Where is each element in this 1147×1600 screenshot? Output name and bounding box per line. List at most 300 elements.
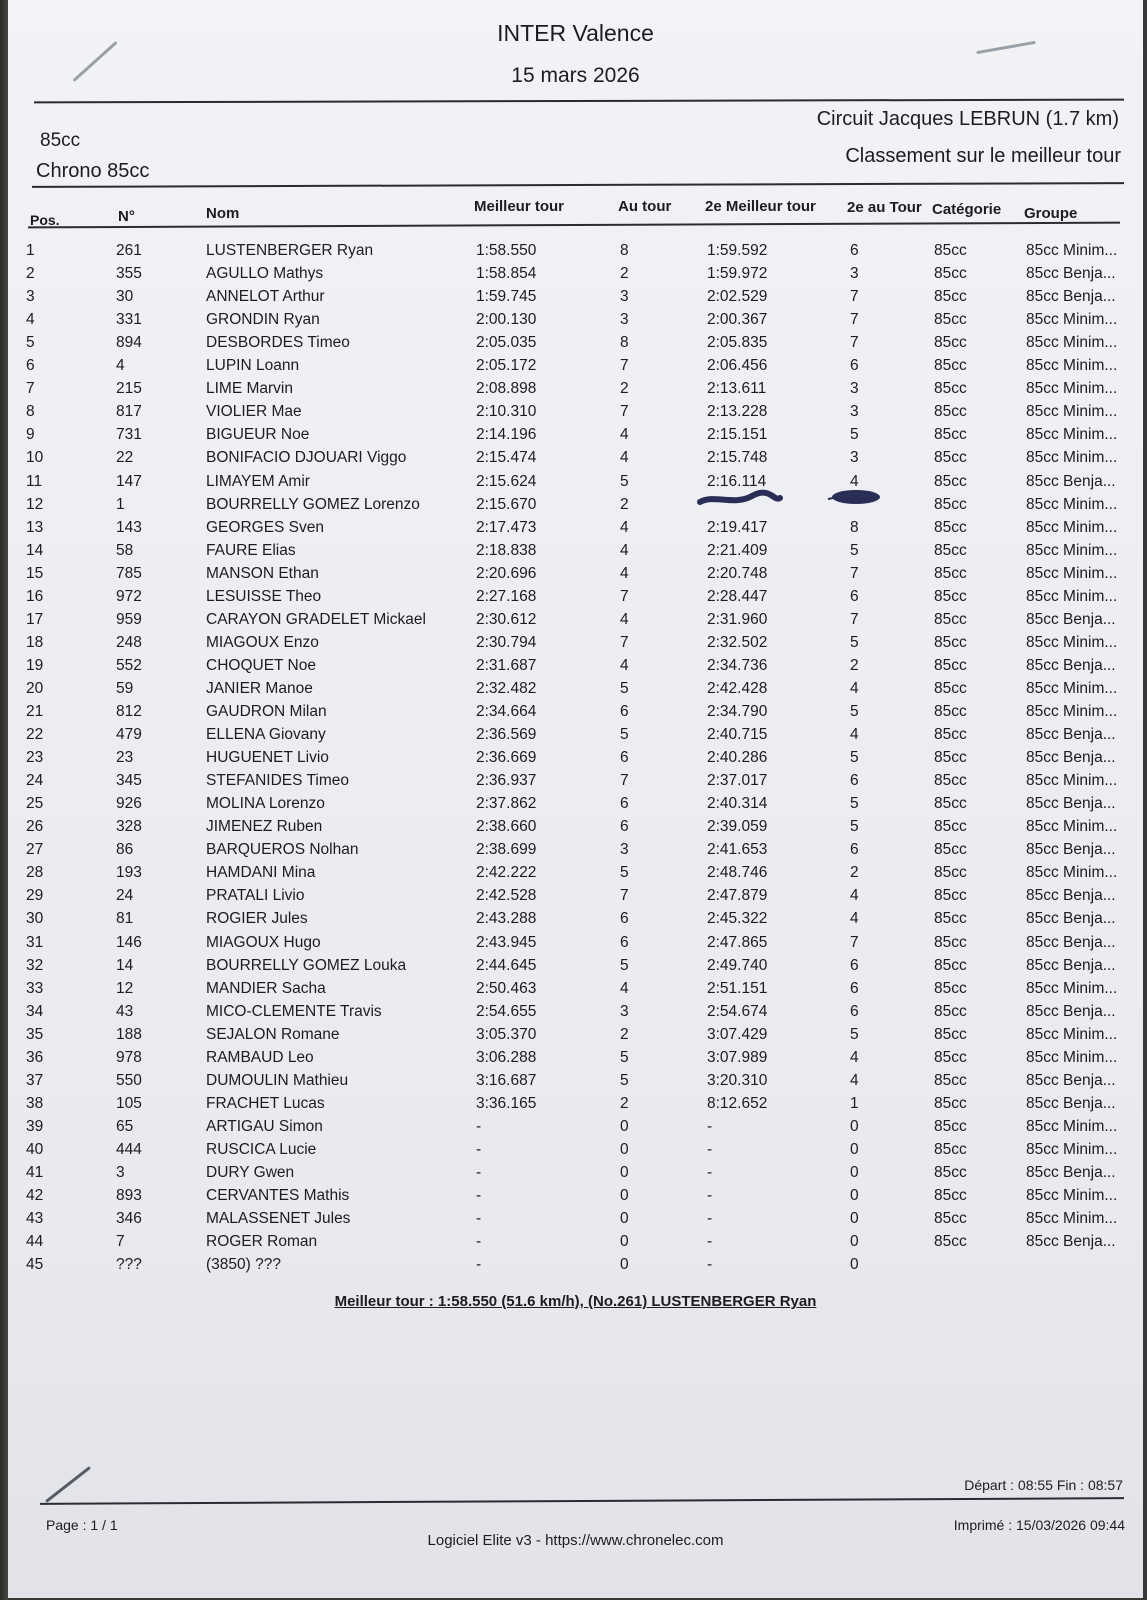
table-row	[8, 1164, 1143, 1186]
header-divider	[34, 99, 1124, 104]
row-group: 85cc Benja...	[1026, 610, 1116, 628]
row-second-at: 6	[850, 1002, 859, 1020]
row-best-lap: 2:36.669	[476, 749, 537, 767]
row-second-at: 5	[850, 749, 859, 767]
row-name: DESBORDES Timeo	[206, 334, 350, 352]
row-second-at: 8	[850, 518, 859, 536]
row-at-lap: 4	[620, 426, 629, 444]
table-row	[8, 795, 1143, 817]
table-row	[8, 1095, 1143, 1117]
row-category: 85cc	[934, 265, 967, 283]
row-position: 20	[26, 679, 44, 697]
row-second-best: 2:48.746	[707, 864, 768, 882]
print-timestamp: Imprimé : 15/03/2026 09:44	[953, 1517, 1125, 1533]
row-name: MANDIER Sacha	[206, 979, 326, 997]
row-number: 817	[116, 403, 142, 421]
row-name: VIOLIER Mae	[206, 403, 302, 421]
table-row	[8, 1118, 1143, 1140]
row-at-lap: 7	[620, 887, 629, 905]
row-name: ELLENA Giovany	[206, 726, 326, 744]
row-at-lap: 6	[620, 818, 629, 836]
row-category: 85cc	[934, 979, 967, 997]
row-name: BOURRELLY GOMEZ Lorenzo	[206, 495, 420, 513]
row-name: HAMDANI Mina	[206, 864, 316, 882]
row-category: 85cc	[934, 564, 967, 582]
row-second-at: 4	[850, 472, 859, 490]
row-category: 85cc	[934, 887, 967, 905]
row-second-best: 2:28.447	[707, 587, 768, 605]
row-group: 85cc Minim...	[1026, 1187, 1118, 1205]
row-category: 85cc	[934, 495, 967, 513]
row-category: 85cc	[934, 1187, 967, 1205]
row-category: 85cc	[934, 380, 967, 398]
row-category: 85cc	[934, 426, 967, 444]
row-name: MIAGOUX Hugo	[206, 933, 321, 951]
row-second-best: 8:12.652	[707, 1094, 768, 1112]
row-name: LUPIN Loann	[206, 357, 300, 375]
row-best-lap: -	[476, 1187, 482, 1205]
row-number: 926	[116, 795, 142, 813]
row-position: 23	[26, 749, 44, 767]
row-second-at: 4	[850, 1071, 859, 1089]
row-at-lap: 5	[620, 864, 629, 882]
row-group: 85cc Benja...	[1026, 795, 1116, 813]
row-name: LIME Marvin	[206, 380, 293, 398]
table-row	[8, 957, 1143, 979]
row-number: 550	[116, 1071, 142, 1089]
row-second-best: 2:34.790	[707, 703, 768, 720]
row-number: 14	[116, 956, 134, 974]
row-number: 978	[116, 1048, 142, 1066]
row-category: 85cc	[934, 818, 967, 836]
row-number: 12	[116, 979, 134, 997]
row-position: 38	[26, 1094, 44, 1112]
row-group: 85cc Minim...	[1026, 449, 1118, 467]
row-category: 85cc	[934, 472, 967, 490]
row-position: 9	[26, 426, 35, 444]
row-position: 25	[26, 795, 44, 813]
row-group: 85cc Minim...	[1026, 633, 1118, 651]
row-second-best: 2:51.151	[707, 979, 768, 997]
row-at-lap: 5	[620, 1048, 629, 1066]
row-second-best: 2:37.017	[707, 772, 768, 790]
row-second-at: 3	[850, 403, 859, 421]
row-best-lap: 2:20.696	[476, 564, 537, 582]
row-best-lap: 2:38.660	[476, 818, 537, 836]
row-group: 85cc Minim...	[1026, 1025, 1118, 1043]
row-name: BOURRELLY GOMEZ Louka	[206, 956, 407, 974]
row-best-lap: 2:30.794	[476, 633, 537, 651]
row-second-best: 2:16.114	[707, 472, 767, 490]
row-at-lap: 6	[620, 749, 629, 767]
column-header-second-best: 2e Meilleur tour	[705, 198, 816, 215]
row-name: BARQUEROS Nolhan	[206, 841, 359, 859]
row-at-lap: 0	[620, 1117, 629, 1135]
row-name: ARTIGAU Simon	[206, 1117, 323, 1135]
row-number: 972	[116, 587, 142, 605]
row-second-at: 0	[850, 1233, 859, 1251]
table-row	[8, 680, 1143, 702]
row-second-best: 2:15.151	[707, 426, 768, 444]
column-header-at-lap: Au tour	[618, 198, 672, 215]
row-best-lap: 2:50.463	[476, 979, 537, 997]
row-number: 894	[116, 334, 142, 352]
row-category: 85cc	[934, 726, 967, 744]
row-number: 188	[116, 1025, 142, 1043]
row-at-lap: 4	[620, 449, 629, 467]
row-position: 27	[26, 841, 44, 859]
row-position: 36	[26, 1048, 44, 1066]
background-edge	[0, 0, 8, 1600]
row-best-lap: 2:05.172	[476, 357, 537, 375]
row-category: 85cc	[934, 334, 967, 352]
row-second-at: 1	[850, 1094, 859, 1112]
row-category: 85cc	[934, 311, 967, 329]
row-best-lap: 2:38.699	[476, 841, 537, 859]
row-at-lap: 7	[620, 357, 629, 375]
row-group: 85cc Minim...	[1026, 495, 1118, 513]
row-at-lap: 4	[620, 610, 629, 628]
row-second-at: 6	[850, 979, 859, 997]
row-position: 29	[26, 887, 44, 905]
row-position: 8	[26, 403, 35, 421]
row-second-best: 2:20.748	[707, 564, 768, 582]
row-second-at: 5	[850, 1025, 859, 1043]
circuit-label: Circuit Jacques LEBRUN (1.7 km)	[816, 108, 1119, 130]
row-number: 248	[116, 633, 142, 651]
row-category: 85cc	[934, 403, 967, 421]
row-second-at: 3	[850, 449, 859, 467]
row-name: FRACHET Lucas	[206, 1094, 325, 1112]
table-row	[8, 818, 1143, 840]
row-at-lap: 6	[620, 703, 629, 720]
row-group: 85cc Benja...	[1026, 1071, 1116, 1089]
row-number: 261	[116, 242, 142, 259]
row-position: 42	[26, 1187, 44, 1205]
row-at-lap: 7	[620, 587, 629, 605]
row-number: 331	[116, 311, 142, 329]
row-group: 85cc Minim...	[1026, 311, 1118, 329]
row-name: LESUISSE Theo	[206, 587, 322, 605]
row-name: DUMOULIN Mathieu	[206, 1071, 349, 1089]
row-name: MALASSENET Jules	[206, 1210, 351, 1228]
row-name: RUSCICA Lucie	[206, 1140, 317, 1158]
row-at-lap: 3	[620, 1002, 629, 1020]
row-number: 4	[116, 357, 125, 375]
row-position: 13	[26, 518, 44, 536]
row-at-lap: 7	[620, 772, 629, 790]
row-position: 35	[26, 1025, 44, 1043]
event-date: 15 mars 2026	[511, 64, 640, 87]
row-best-lap: 1:59.745	[476, 288, 537, 306]
row-at-lap: 6	[620, 910, 629, 928]
row-name: (3850) ???	[206, 1256, 281, 1274]
row-group: 85cc Benja...	[1026, 656, 1116, 674]
row-number: 479	[116, 726, 142, 744]
row-position: 10	[26, 449, 44, 467]
table-row	[8, 334, 1143, 356]
table-row	[8, 657, 1143, 679]
row-category: 85cc	[934, 1164, 967, 1181]
row-group: 85cc Benja...	[1026, 472, 1116, 490]
row-position: 4	[26, 311, 35, 329]
table-row	[8, 519, 1143, 541]
row-at-lap: 4	[620, 541, 629, 559]
row-position: 43	[26, 1210, 44, 1228]
column-header-nom: Nom	[206, 205, 240, 222]
row-second-best: 2:40.314	[707, 795, 768, 813]
table-row	[8, 726, 1143, 748]
row-second-at: 7	[850, 311, 859, 329]
row-group: 85cc Minim...	[1026, 703, 1118, 720]
row-second-best: 2:21.409	[707, 541, 768, 559]
row-at-lap: 4	[620, 979, 629, 997]
table-row	[8, 380, 1143, 402]
row-group: 85cc Benja...	[1026, 726, 1116, 744]
row-group: 85cc Benja...	[1026, 1002, 1116, 1020]
row-at-lap: 4	[620, 518, 629, 536]
row-best-lap: 2:10.310	[476, 403, 537, 421]
row-number: 24	[116, 887, 134, 905]
row-name: BIGUEUR Noe	[206, 426, 310, 444]
row-category: 85cc	[934, 1094, 967, 1112]
row-number: 193	[116, 864, 142, 882]
row-best-lap: 2:30.612	[476, 610, 537, 628]
row-name: GEORGES Sven	[206, 518, 325, 536]
row-group: 85cc Minim...	[1026, 426, 1118, 444]
row-number: 893	[116, 1187, 142, 1205]
row-second-at: 0	[850, 1140, 859, 1158]
row-best-lap: 2:36.937	[476, 772, 537, 790]
page-number: Page : 1 / 1	[46, 1517, 118, 1533]
row-second-at: 6	[850, 587, 859, 605]
row-group: 85cc Benja...	[1026, 1164, 1116, 1181]
row-number: ???	[116, 1256, 142, 1274]
row-position: 41	[26, 1164, 44, 1181]
software-credit: Logiciel Elite v3 - https://www.chronelec.com	[427, 1532, 724, 1549]
row-second-at: 6	[850, 357, 859, 375]
ink-scribble	[694, 488, 784, 512]
row-second-best: 2:02.529	[707, 288, 768, 306]
table-row	[8, 611, 1143, 633]
row-at-lap: 5	[620, 1071, 629, 1089]
row-category: 85cc	[934, 1002, 967, 1020]
row-second-best: 2:49.740	[707, 956, 768, 974]
row-best-lap: 2:31.687	[476, 656, 537, 674]
table-row	[8, 634, 1143, 656]
row-number: 1	[116, 495, 125, 513]
table-row	[8, 1141, 1143, 1163]
row-number: 23	[116, 749, 134, 767]
row-position: 11	[26, 472, 43, 490]
row-second-at: 5	[850, 541, 859, 559]
row-group: 85cc Minim...	[1026, 242, 1118, 259]
row-best-lap: 2:54.655	[476, 1002, 537, 1020]
row-group: 85cc Minim...	[1026, 564, 1118, 582]
row-best-lap: 2:36.569	[476, 726, 537, 744]
row-number: 147	[116, 472, 142, 490]
row-second-at: 5	[850, 703, 859, 720]
row-at-lap: 8	[620, 334, 629, 352]
row-best-lap: 2:14.196	[476, 426, 537, 444]
table-row	[8, 588, 1143, 610]
row-group: 85cc Minim...	[1026, 818, 1118, 836]
row-position: 24	[26, 772, 44, 790]
row-best-lap: 2:34.664	[476, 703, 537, 720]
row-position: 44	[26, 1233, 44, 1251]
table-row	[8, 910, 1143, 932]
column-header-pos: Pos.	[30, 212, 60, 228]
row-best-lap: 3:16.687	[476, 1071, 537, 1089]
row-position: 14	[26, 541, 44, 559]
row-number: 7	[116, 1233, 125, 1251]
column-header-best-lap: Meilleur tour	[474, 198, 565, 215]
table-row	[8, 1049, 1143, 1071]
row-second-at: 4	[850, 726, 859, 744]
row-group: 85cc Minim...	[1026, 979, 1118, 997]
column-header-category: Catégorie	[932, 201, 1002, 218]
row-group: 85cc Minim...	[1026, 864, 1118, 882]
row-second-best: 2:19.417	[707, 518, 768, 536]
ink-scribble	[826, 486, 886, 508]
row-number: 444	[116, 1140, 142, 1158]
row-category: 85cc	[934, 541, 967, 559]
row-second-at: 3	[850, 380, 859, 398]
table-row	[8, 1026, 1143, 1048]
row-second-best: 2:13.228	[707, 403, 768, 421]
row-category: 85cc	[934, 841, 967, 859]
row-position: 2	[26, 265, 35, 283]
row-best-lap: 2:15.474	[476, 449, 537, 467]
row-second-at: 0	[850, 1164, 859, 1181]
row-category: 85cc	[934, 956, 967, 974]
row-category: 85cc	[934, 633, 967, 651]
row-second-at: 0	[850, 1256, 859, 1274]
row-at-lap: 5	[620, 679, 629, 697]
row-group: 85cc Benja...	[1026, 265, 1116, 283]
row-second-at: 5	[850, 795, 859, 813]
row-best-lap: 3:05.370	[476, 1025, 537, 1043]
table-row	[8, 542, 1143, 564]
footer-divider	[40, 1497, 1124, 1505]
row-number: 146	[116, 933, 142, 951]
row-at-lap: 0	[620, 1140, 629, 1158]
row-second-best: 2:54.674	[707, 1002, 768, 1020]
table-row	[8, 1003, 1143, 1025]
table-row	[8, 357, 1143, 379]
row-position: 22	[26, 726, 44, 744]
column-header-num: N°	[118, 208, 135, 225]
row-position: 16	[26, 587, 44, 605]
row-group: 85cc Benja...	[1026, 956, 1116, 974]
row-group: 85cc Minim...	[1026, 1048, 1118, 1066]
row-second-best: 3:07.429	[707, 1025, 768, 1043]
row-at-lap: 6	[620, 933, 629, 951]
row-name: DURY Gwen	[206, 1164, 295, 1181]
row-name: MIAGOUX Enzo	[206, 633, 319, 651]
row-position: 37	[26, 1071, 44, 1089]
row-category: 85cc	[934, 679, 967, 697]
row-category: 85cc	[934, 1233, 967, 1251]
table-row	[8, 242, 1143, 264]
row-at-lap: 4	[620, 656, 629, 674]
row-group: 85cc Minim...	[1026, 587, 1118, 605]
row-second-best: 2:40.286	[707, 749, 768, 767]
row-second-at: 4	[850, 910, 859, 928]
row-second-best: -	[707, 1210, 713, 1228]
row-best-lap: 2:15.624	[476, 472, 537, 490]
row-category: 85cc	[934, 587, 967, 605]
row-best-lap: 2:43.288	[476, 910, 537, 928]
row-at-lap: 7	[620, 403, 629, 421]
row-second-best: 2:06.456	[707, 357, 768, 375]
row-at-lap: 6	[620, 795, 629, 813]
row-name: LUSTENBERGER Ryan	[206, 242, 374, 259]
row-second-at: 7	[850, 933, 859, 951]
row-group: 85cc Minim...	[1026, 380, 1118, 398]
row-group: 85cc Benja...	[1026, 288, 1116, 306]
row-second-best: -	[707, 1233, 713, 1251]
row-best-lap: 2:15.670	[476, 495, 537, 513]
table-row	[8, 772, 1143, 794]
row-name: RAMBAUD Leo	[206, 1048, 314, 1066]
row-second-best: 1:59.592	[707, 242, 768, 259]
row-at-lap: 5	[620, 726, 629, 744]
row-category: 85cc	[934, 864, 967, 882]
row-second-best: 2:40.715	[707, 726, 768, 744]
row-best-lap: -	[476, 1140, 482, 1158]
row-second-best: 2:41.653	[707, 841, 768, 859]
row-category: 85cc	[934, 449, 967, 467]
row-position: 28	[26, 864, 44, 882]
row-second-at: 4	[850, 679, 859, 697]
row-position: 5	[26, 334, 35, 352]
row-at-lap: 5	[620, 472, 629, 490]
row-group: 85cc Benja...	[1026, 887, 1116, 905]
row-category: 85cc	[934, 1048, 967, 1066]
row-best-lap: 2:00.130	[476, 311, 537, 329]
row-second-best: -	[707, 1140, 713, 1158]
table-header-divider	[28, 222, 1120, 228]
row-group: 85cc Minim...	[1026, 541, 1118, 559]
row-group: 85cc Minim...	[1026, 518, 1118, 536]
row-at-lap: 0	[620, 1210, 629, 1228]
row-best-lap: 2:05.035	[476, 334, 537, 352]
table-row	[8, 887, 1143, 909]
row-best-lap: -	[476, 1256, 482, 1274]
column-header-group: Groupe	[1024, 205, 1078, 222]
row-second-best: 2:39.059	[707, 818, 768, 836]
row-best-lap: -	[476, 1117, 482, 1135]
table-row	[8, 1256, 1143, 1278]
table-row	[8, 496, 1143, 518]
row-group: 85cc Benja...	[1026, 933, 1116, 951]
row-category: 85cc	[934, 610, 967, 628]
row-second-best: 3:07.989	[707, 1048, 768, 1066]
row-name: HUGUENET Livio	[206, 749, 329, 767]
class-label: 85cc	[40, 130, 81, 151]
row-category: 85cc	[934, 910, 967, 928]
row-number: 215	[116, 380, 142, 398]
row-best-lap: 2:32.482	[476, 679, 537, 697]
row-second-at: 6	[850, 956, 859, 974]
row-name: STEFANIDES Timeo	[206, 772, 349, 790]
table-row	[8, 265, 1143, 287]
row-number: 59	[116, 679, 134, 697]
row-at-lap: 0	[620, 1164, 629, 1181]
row-category: 85cc	[934, 656, 967, 674]
row-second-best: 2:13.611	[707, 380, 767, 398]
